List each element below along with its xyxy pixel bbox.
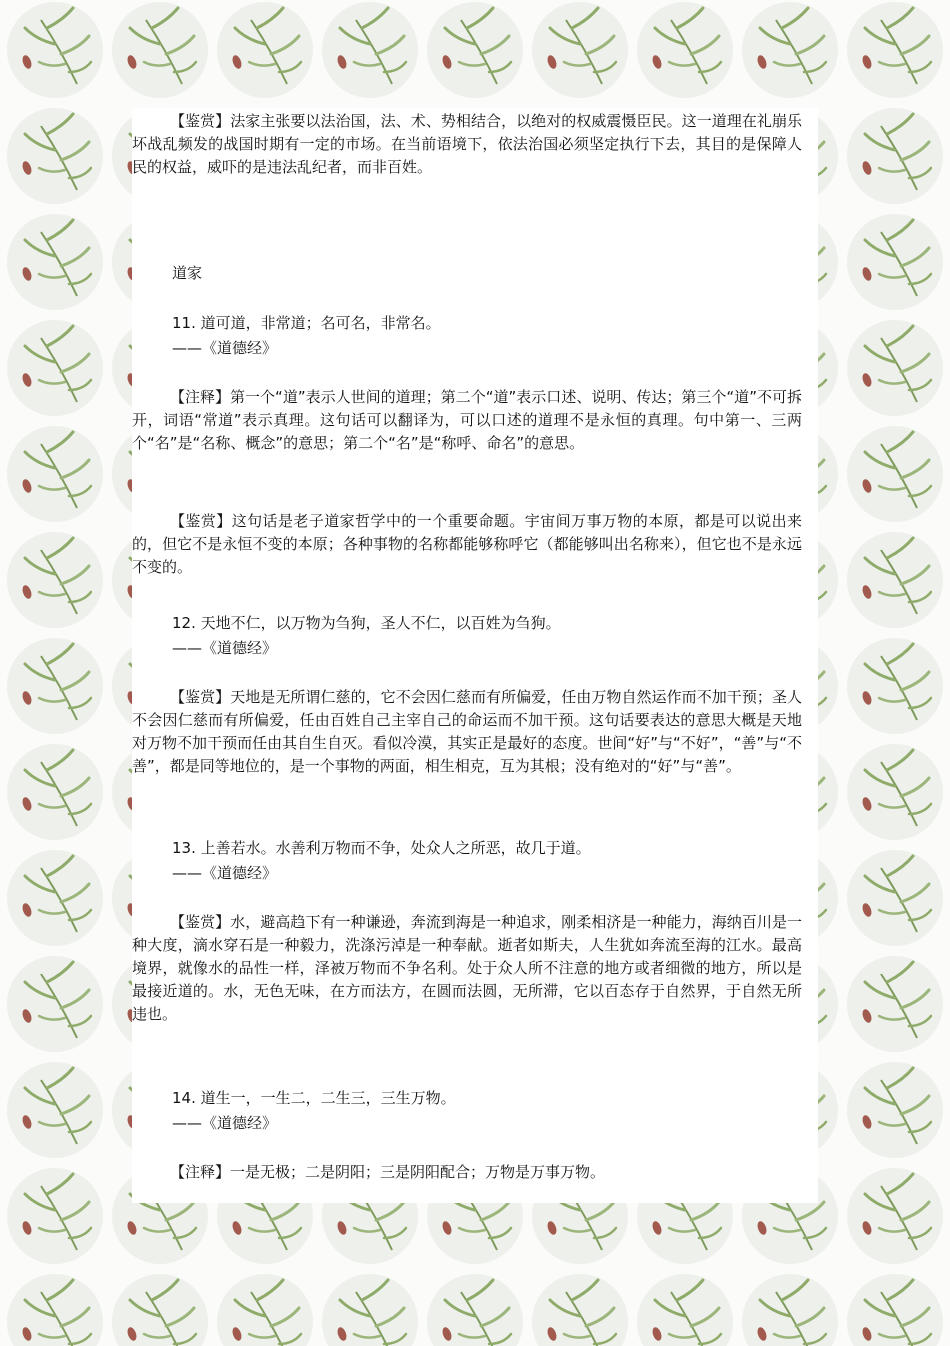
- bamboo-circle-icon: [112, 1274, 208, 1346]
- section-title-daoism: 道家: [172, 264, 203, 282]
- bamboo-circle-icon: [532, 1274, 628, 1346]
- source-14: ——《道德经》: [172, 1114, 278, 1132]
- quote-14: 14. 道生一，一生二，二生三，三生万物。: [172, 1089, 456, 1107]
- bamboo-circle-icon: [847, 426, 943, 522]
- annotation-11: 【注释】第一个“道”表示人世间的道理；第二个“道”表示口述、说明、传达；第三个“道”不可拆开，词语“常道”表示真理。这句话可以翻译为，可以口述的道理不是永恒的真理。句中第一、三两个“名”是“名称、概念”的意思；第二个“名”是“称呼、命名”的意思。: [132, 388, 802, 452]
- bamboo-circle-icon: [637, 1274, 733, 1346]
- bamboo-circle-icon: [7, 320, 103, 416]
- bamboo-circle-icon: [847, 108, 943, 204]
- bamboo-circle-icon: [847, 1062, 943, 1158]
- bamboo-circle-icon: [322, 1274, 418, 1346]
- bamboo-circle-icon: [427, 2, 523, 98]
- bamboo-circle-icon: [217, 2, 313, 98]
- bamboo-circle-icon: [532, 2, 628, 98]
- bamboo-circle-icon: [7, 108, 103, 204]
- bamboo-circle-icon: [7, 850, 103, 946]
- bamboo-circle-icon: [427, 1274, 523, 1346]
- paragraph-legalist-appreciation: 【鉴赏】法家主张要以法治国，法、术、势相结合，以绝对的权威震慑臣民。这一道理在礼崩乐坏战乱频发的战国时期有一定的市场。在当前语境下，依法治国必须坚定执行下去，其目的是保障人民的权益，威吓的是违法乱纪者，而非百姓。: [132, 112, 802, 176]
- bamboo-circle-icon: [322, 2, 418, 98]
- annotation-14: 【注释】一是无极；二是阴阳；三是阴阳配合；万物是万事万物。: [170, 1163, 606, 1181]
- quote-11: 11. 道可道，非常道；名可名，非常名。: [172, 314, 441, 332]
- bamboo-circle-icon: [7, 1274, 103, 1346]
- bamboo-circle-icon: [112, 2, 208, 98]
- bamboo-circle-icon: [847, 1168, 943, 1264]
- bamboo-circle-icon: [847, 850, 943, 946]
- bamboo-circle-icon: [637, 2, 733, 98]
- quote-13: 13. 上善若水。水善利万物而不争，处众人之所恶，故几于道。: [172, 839, 591, 857]
- bamboo-circle-icon: [7, 638, 103, 734]
- bamboo-circle-icon: [7, 744, 103, 840]
- bamboo-circle-icon: [847, 638, 943, 734]
- bamboo-circle-icon: [847, 2, 943, 98]
- source-13: ——《道德经》: [172, 864, 278, 882]
- source-12: ——《道德经》: [172, 639, 278, 657]
- bamboo-circle-icon: [742, 2, 838, 98]
- appreciation-11: 【鉴赏】这句话是老子道家哲学中的一个重要命题。宇宙间万事万物的本原，都是可以说出来的，但它不是永恒不变的本原；各种事物的名称都能够称呼它（都能够叫出名称来），但它也不是永远不变的。: [132, 512, 802, 576]
- bamboo-circle-icon: [217, 1274, 313, 1346]
- appreciation-13: 【鉴赏】水，避高趋下有一种谦逊，奔流到海是一种追求，刚柔相济是一种能力，海纳百川是一种大度，滴水穿石是一种毅力，洗涤污淖是一种奉献。逝者如斯夫，人生犹如奔流至海的江水。最高境界，就像水的品性一样，泽被万物而不争名利。处于众人所不注意的地方或者细微的地方，所以是最接近道的。水，无色无味，在方而法方，在圆而法圆，无所滞，它以百态存于自然界，于自然无所违也。: [132, 913, 802, 1023]
- bamboo-circle-icon: [742, 1274, 838, 1346]
- bamboo-circle-icon: [7, 2, 103, 98]
- bamboo-circle-icon: [7, 426, 103, 522]
- bamboo-circle-icon: [847, 744, 943, 840]
- bamboo-circle-icon: [847, 532, 943, 628]
- source-11: ——《道德经》: [172, 339, 278, 357]
- bamboo-circle-icon: [847, 956, 943, 1052]
- bamboo-circle-icon: [7, 532, 103, 628]
- quote-12: 12. 天地不仁，以万物为刍狗，圣人不仁，以百姓为刍狗。: [172, 614, 561, 632]
- bamboo-circle-icon: [7, 214, 103, 310]
- appreciation-12: 【鉴赏】天地是无所谓仁慈的，它不会因仁慈而有所偏爱，任由万物自然运作而不加干预；圣人不会因仁慈而有所偏爱，任由百姓自己主宰自己的命运而不加干预。这句话要表达的意思大概是天地对万物不加干预而任由其自生自灭。看似冷漠，其实正是最好的态度。世间“好”与“不好”，“善”与“不善”，都是同等地位的，是一个事物的两面，相生相克，互为其根；没有绝对的“好”与“善”。: [132, 688, 802, 775]
- bamboo-circle-icon: [847, 214, 943, 310]
- bamboo-circle-icon: [7, 1062, 103, 1158]
- bamboo-circle-icon: [7, 956, 103, 1052]
- bamboo-circle-icon: [847, 320, 943, 416]
- bamboo-circle-icon: [7, 1168, 103, 1264]
- document-page: [132, 108, 818, 1203]
- bamboo-circle-icon: [847, 1274, 943, 1346]
